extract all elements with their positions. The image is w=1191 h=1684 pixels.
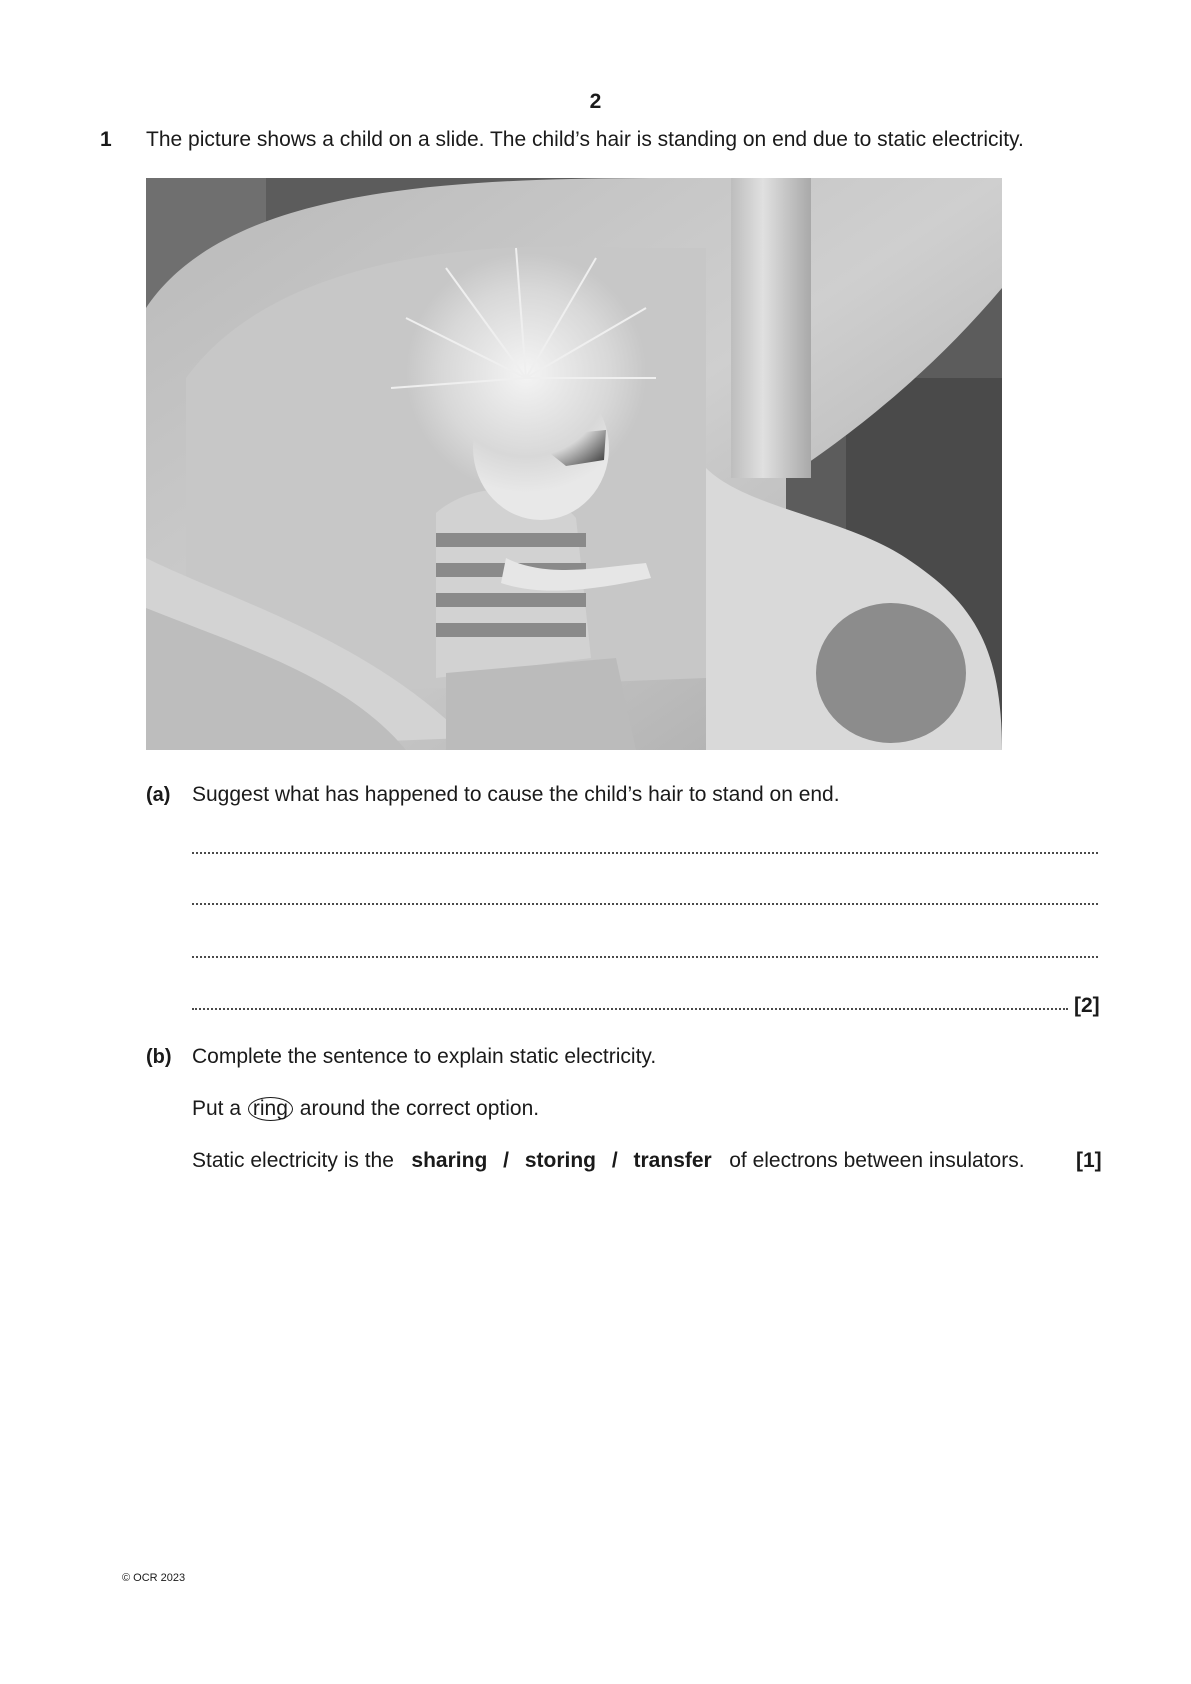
- option-separator: /: [503, 1149, 509, 1172]
- answer-line[interactable]: [192, 1008, 1068, 1010]
- page-number: 2: [589, 90, 602, 113]
- option-sharing[interactable]: sharing: [411, 1149, 488, 1172]
- part-b-label: (b): [146, 1046, 172, 1068]
- question-number: 1: [100, 128, 112, 151]
- answer-line[interactable]: [192, 956, 1098, 958]
- option-sentence: [192, 1149, 1025, 1173]
- sentence-start: Static electricity is the: [192, 1149, 394, 1172]
- slide-photo: [146, 178, 1002, 750]
- option-transfer[interactable]: transfer: [633, 1149, 712, 1172]
- part-b-marks: [1]: [1076, 1149, 1102, 1172]
- instruction-after: around the correct option.: [299, 1097, 540, 1120]
- option-separator: /: [611, 1149, 618, 1172]
- part-a-question: Suggest what has happened to cause the child’s hair to stand on end.: [192, 783, 840, 806]
- answer-line[interactable]: [192, 852, 1098, 854]
- part-a-marks: [2]: [1074, 994, 1100, 1017]
- question-text: The picture shows a child on a slide. The child’s hair is standing on end due to static electricity.: [146, 128, 1024, 151]
- ring-word: ring: [248, 1097, 293, 1121]
- part-b-instruction: [192, 1097, 539, 1121]
- copyright: © OCR 2023: [122, 1572, 186, 1584]
- part-a-label: (a): [146, 784, 171, 806]
- part-b-question: Complete the sentence to explain static electricity.: [192, 1045, 657, 1068]
- instruction-before: Put a: [192, 1097, 242, 1120]
- answer-line[interactable]: [192, 903, 1098, 905]
- option-storing[interactable]: storing: [524, 1149, 596, 1172]
- sentence-end: of electrons between insulators.: [729, 1149, 1025, 1172]
